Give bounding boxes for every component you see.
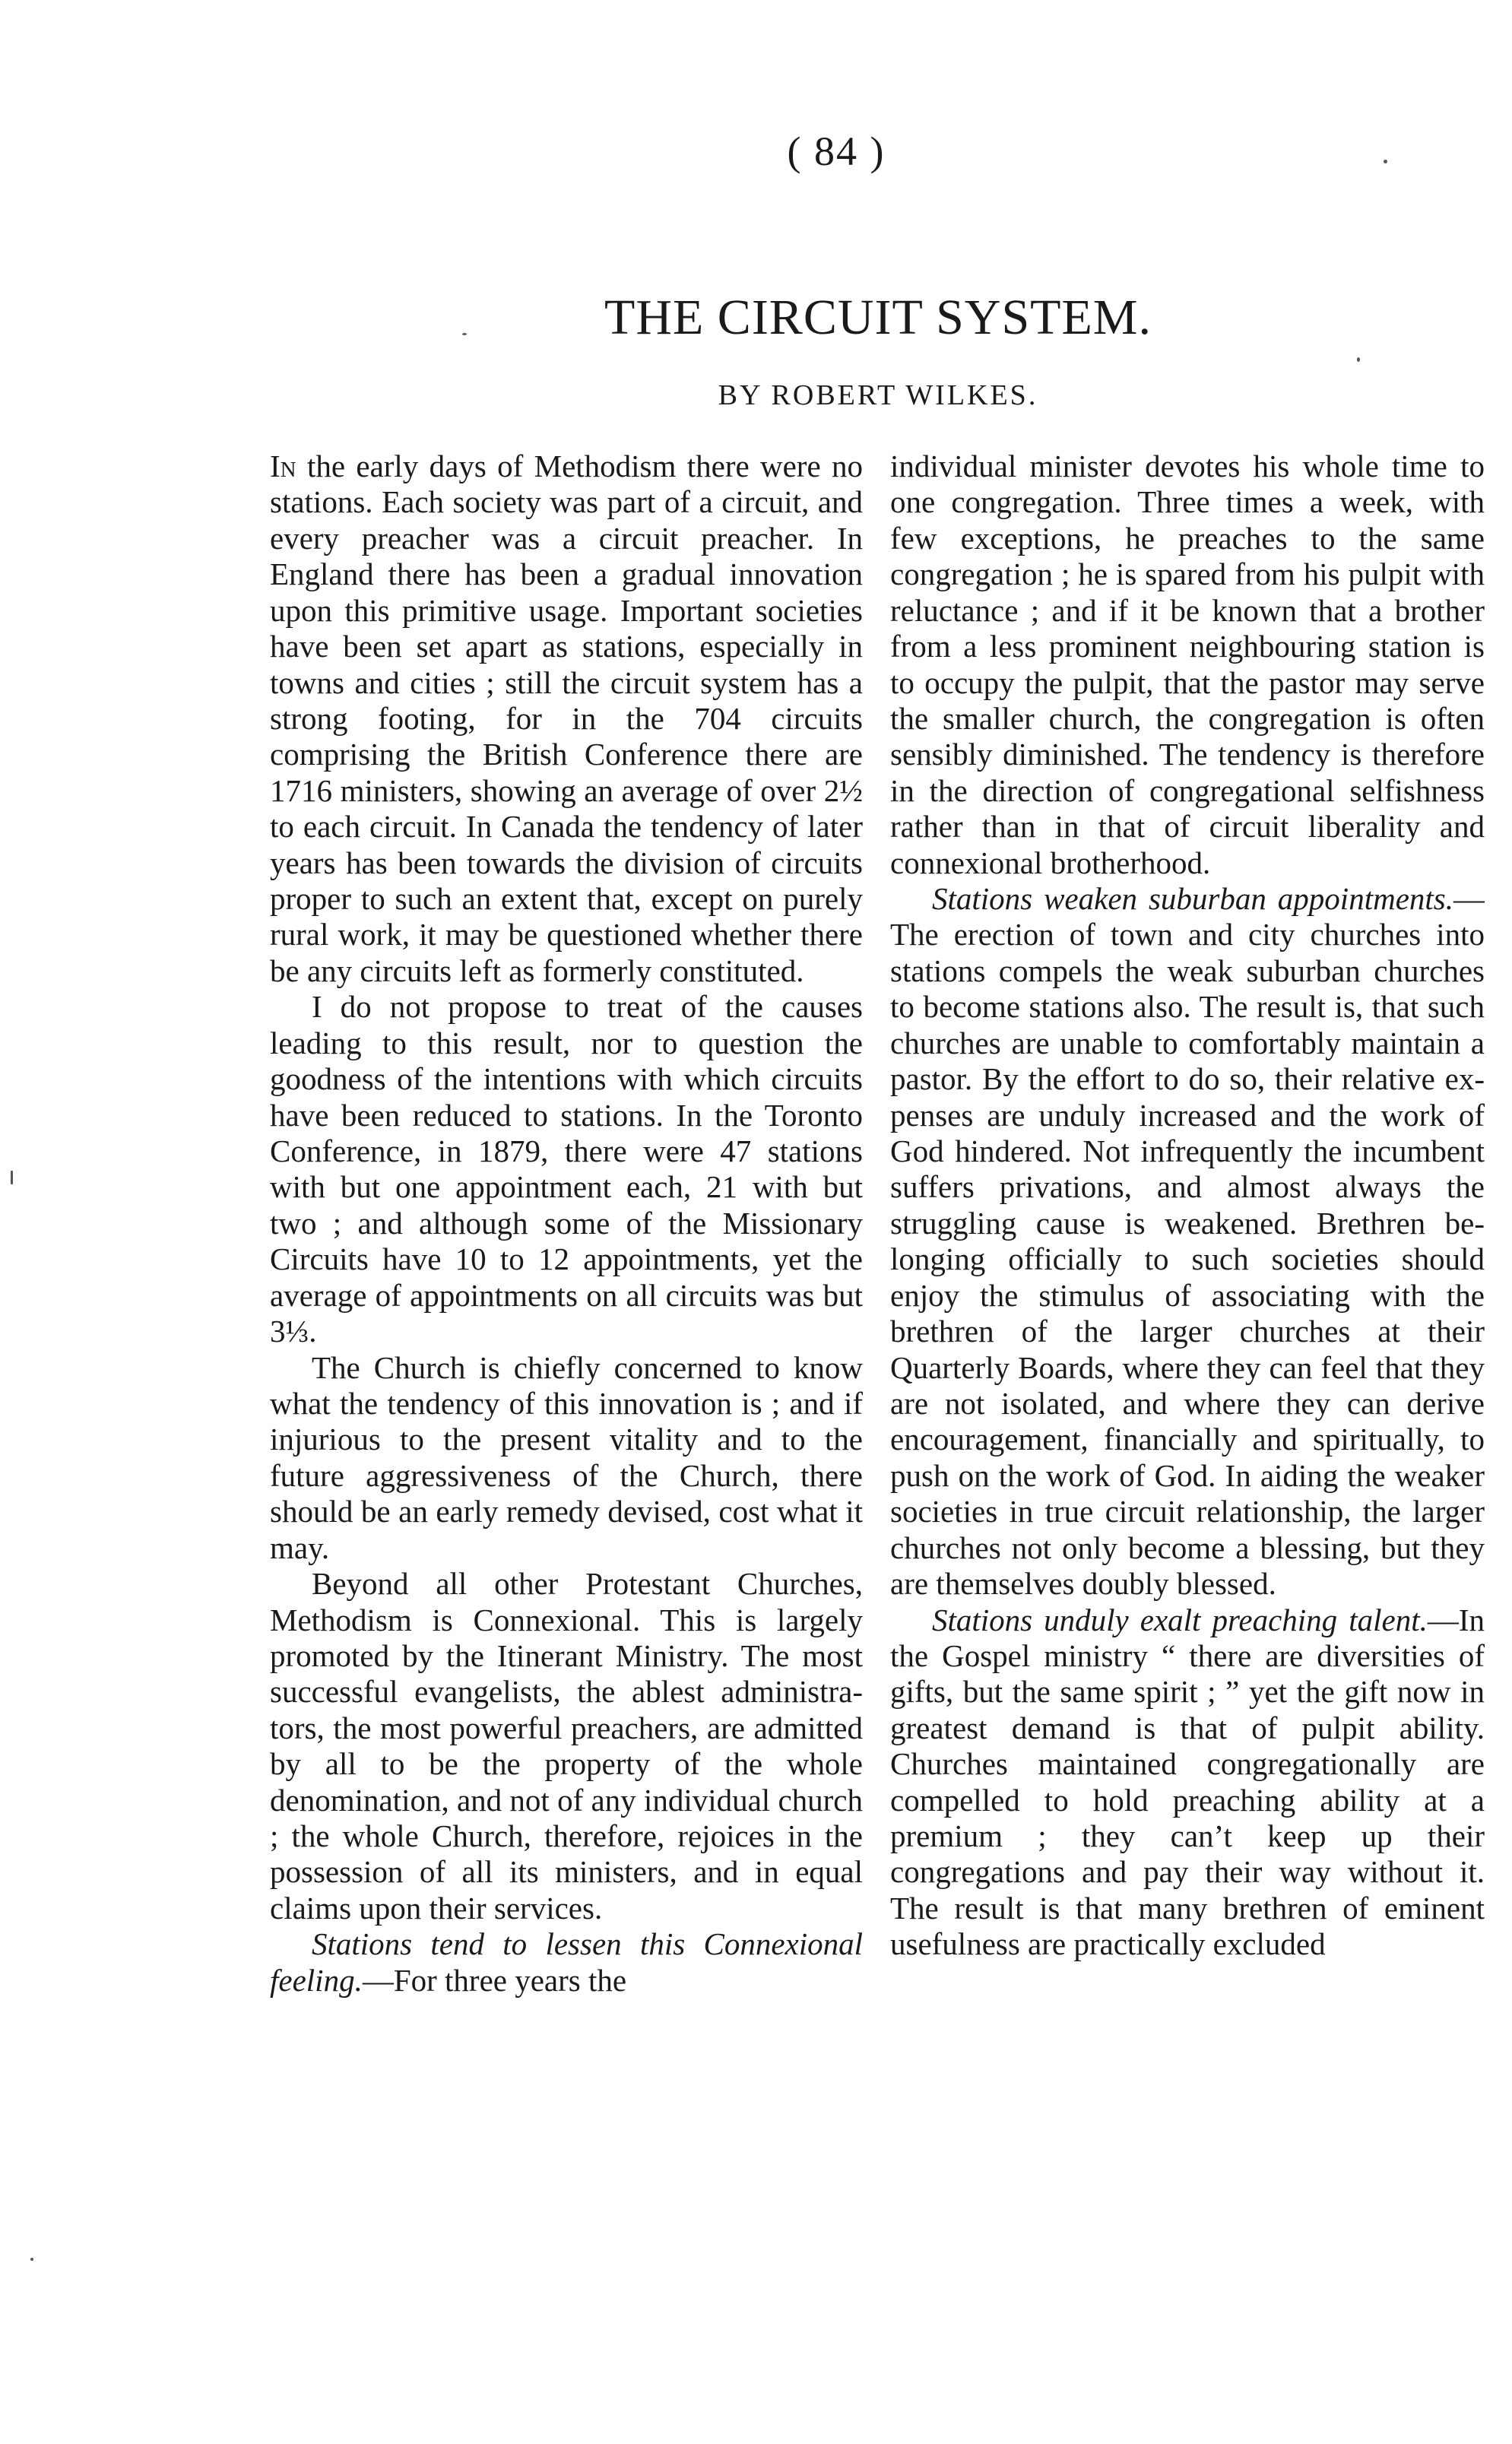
paragraph-text: —In the Gospel ministry “ there are diversities of gifts, but the same spirit ; ” yet the gift now in greatest demand is that of pulpit ability. Churches maintained congregationally are compelled to hold preaching ability at a premium ; they can’t keep up their congregations and pay their way without it. The result is that many brethren of eminent usefulness are practically excluded	[890, 1602, 1485, 1962]
section-heading: Stations weaken suburban appointments.	[932, 881, 1453, 917]
paragraph: I do not propose to treat of the causes leading to this result, nor to question the goodness of the intentions with which circuits have been reduced to stations. In the Toronto Conference, in 1879, there were 47 stations with but one appointment each, 21 with but two ; and although some of the Missionary Circuits have 10 to 12 appointments, yet the average of appointments on all circuits was but 3⅓.	[270, 989, 863, 1349]
paragraph	[270, 1926, 863, 1999]
right-column	[890, 449, 1485, 2364]
scan-speck	[1357, 357, 1360, 362]
paragraph: The Church is chiefly concerned to know what the tendency of this innovation is ; and if injurious to the present vitality and to the future aggressiveness of the Church, there should be an early remedy devised, cost what it may.	[270, 1349, 863, 1565]
byline: BY ROBERT WILKES.	[718, 379, 1038, 411]
paragraph-text: the early days of Methodism there were no stations. Each society was part of a circuit, and every preacher was a circuit preacher. In England there has been a gradual innovation upon this primitive usage. Important societies have been set apart as stations, especially in towns and cities ; still the circuit system has a strong footing, for in the 704 circuits comprising the British Conference there are 1716 ministers, showing an average of over 2½ to each circuit. In Canada the tendency of later years has been towards the division of circuits proper to such an extent that, except on purely rural work, it may be questioned whether there be any circuits left as formerly constituted.	[270, 449, 863, 988]
scan-speck	[11, 1171, 13, 1184]
paragraph: individual minister devotes his whole time to one congregation. Three times a week, with few exceptions, he preaches to the same congregation ; he is spared from his pulpit with reluctance ; and if it be known that a brother from a less prominent neighbouring station is to occupy the pulpit, that the pastor may serve the smaller church, the congregation is often sensibly diminished. The tendency is therefore in the direction of congregational selfishness rather than in that of circuit liberality and connexional brotherhood.	[890, 449, 1485, 880]
left-column	[270, 449, 863, 2364]
scan-speck	[1384, 160, 1387, 163]
page-number: ( 84 )	[787, 128, 886, 174]
section-heading: Stations tend to lessen this Connexional feeling.	[270, 1926, 863, 1998]
paragraph-text: —For three years the	[362, 1962, 627, 1998]
paragraph: Beyond all other Protestant Churches, Methodism is Connexional. This is largely promoted by the Itinerant Ministry. The most successful evangelists, the ablest administrators, the most powerful preachers, are admitted by all to be the property of the whole denomination, and not of any individual church ; the whole Church, therefore, rejoices in the possession of all its ministers, and in equal claims upon their services.	[270, 1566, 863, 1926]
section-heading: Stations unduly exalt preaching talent.	[932, 1602, 1428, 1637]
paragraph	[890, 1602, 1485, 1963]
scan-speck	[30, 2258, 33, 2261]
article-title: THE CIRCUIT SYSTEM.	[604, 290, 1152, 345]
paragraph	[270, 449, 863, 989]
scan-speck	[462, 333, 467, 335]
drop-word: In	[270, 449, 296, 483]
paragraph	[890, 881, 1485, 1602]
paragraph-text: —The erection of town and city churches into stations compels the weak suburban churches to become stations also. The result is, that such churches are unable to comfortably maintain a pastor. By the effort to do so, their relative expenses are unduly increased and the work of God hindered. Not infrequently the incumbent suffers privations, and almost always the struggling cause is weakened. Brethren belonging officially to such societies should enjoy the stimulus of associating with the brethren of the larger churches at their Quarterly Boards, where they can feel that they are not isolated, and where they can derive encouragement, financially and spiritually, to push on the work of God. In aiding the weaker societies in true circuit relationship, the larger churches not only become a blessing, but they are themselves doubly blessed.	[890, 881, 1485, 1602]
